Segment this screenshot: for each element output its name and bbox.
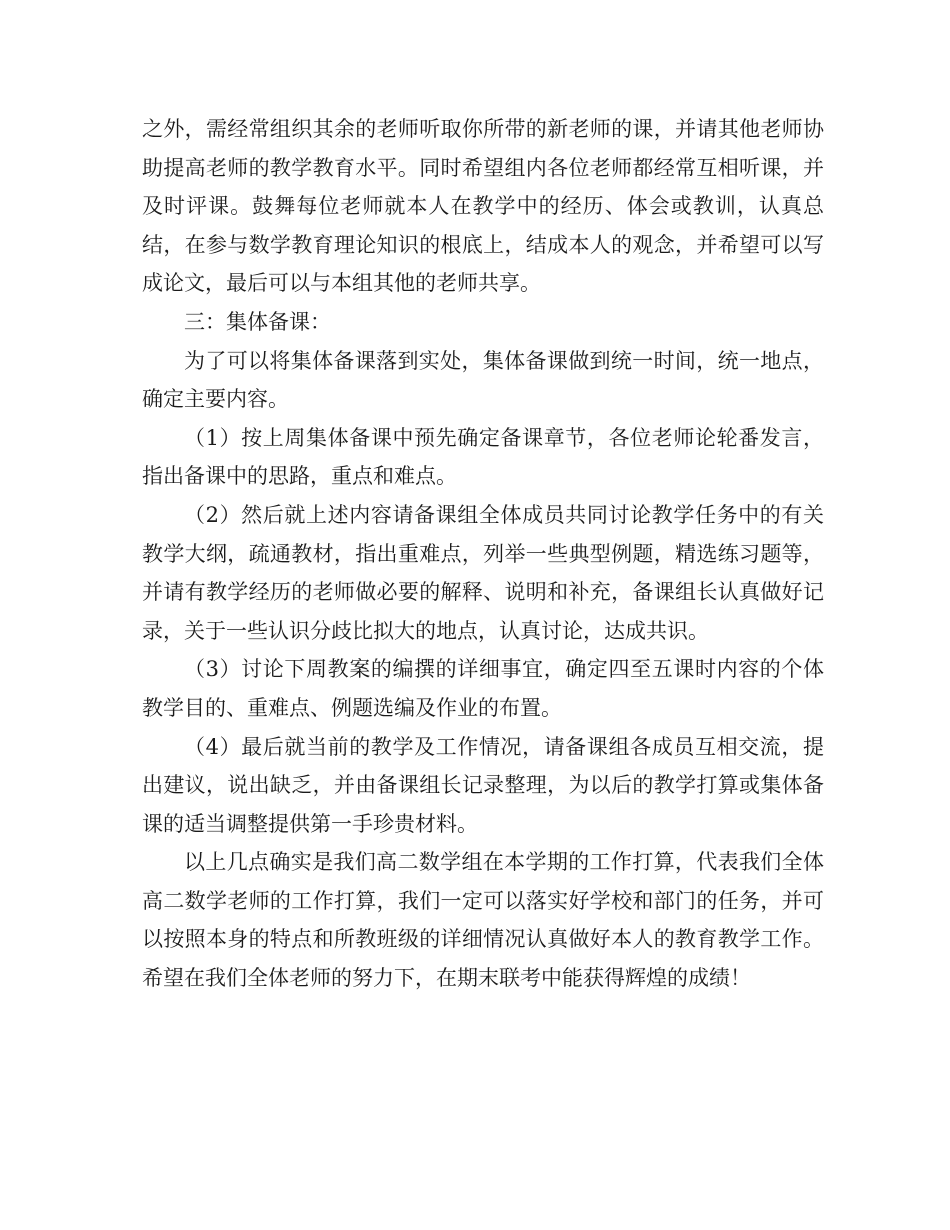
document-body xyxy=(142,110,824,998)
paragraph-intro: 为了可以将集体备课落到实处，集体备课做到统一时间，统一地点，确定主要内容。 xyxy=(142,348,824,412)
section-heading-collective-lesson-prep: 三：集体备课： xyxy=(184,309,331,334)
paragraph-continuation: 之外，需经常组织其余的老师听取你所带的新老师的课，并请其他老师协助提高老师的教学教育水平。同时希望组内各位老师都经常互相听课，并及时评课。鼓舞每位老师就本人在教学中的经历、体会或教训，认真总结，在参与数学教育理论知识的根底上，结成本人的观念，并希望可以写成论文，最后可以与本组其他的老师共享。 xyxy=(142,117,824,296)
list-item-1: （1）按上周集体备课中预先确定备课章节，各位老师论轮番发言，指出备课中的思路，重点和难点。 xyxy=(142,425,824,489)
list-item-4: （4）最后就当前的教学及工作情况，请备课组各成员互相交流，提出建议，说出缺乏，并由备课组长记录整理，为以后的教学打算或集体备课的适当调整提供第一手珍贵材料。 xyxy=(142,734,824,836)
list-item-2: （2）然后就上述内容请备课组全体成员共同讨论教学任务中的有关教学大纲，疏通教材，指出重难点，列举一些典型例题，精选练习题等，并请有教学经历的老师做必要的解释、说明和补充，备课组长认真做好记录，关于一些认识分歧比拟大的地点，认真讨论，达成共识。 xyxy=(142,502,824,643)
paragraph-conclusion: 以上几点确实是我们高二数学组在本学期的工作打算，代表我们全体高二数学老师的工作打算，我们一定可以落实好学校和部门的任务，并可以按照本身的特点和所教班级的详细情况认真做好本人的教育教学工作。希望在我们全体老师的努力下，在期末联考中能获得辉煌的成绩！ xyxy=(142,850,824,991)
list-item-3: （3）讨论下周教案的编撰的详细事宜，确定四至五课时内容的个体教学目的、重难点、例题选编及作业的布置。 xyxy=(142,657,824,720)
